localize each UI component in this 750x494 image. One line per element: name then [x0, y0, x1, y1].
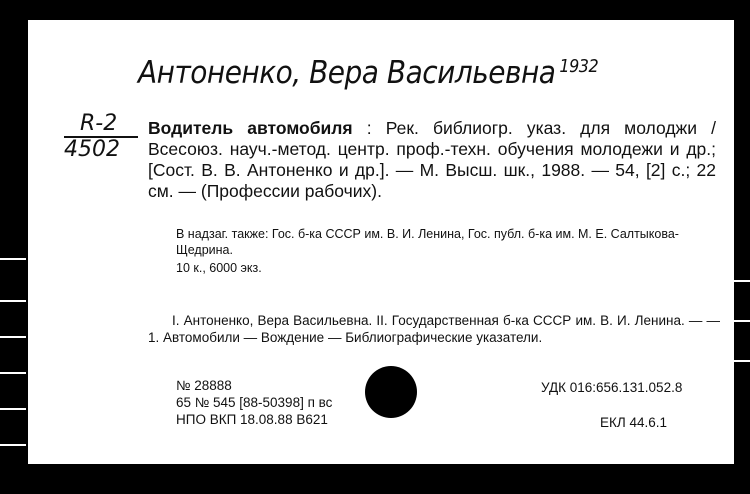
footer-line-3: НПО ВКП 18.08.88 В621: [176, 412, 328, 427]
edge-tick: [734, 320, 750, 322]
footer-line-2: 65 № 545 [88-50398] п вс: [176, 395, 333, 410]
edge-tick: [0, 300, 26, 302]
punch-hole: [365, 366, 417, 418]
catalog-card: [28, 20, 734, 464]
edge-tick: [0, 408, 26, 410]
edge-tick: [734, 280, 750, 282]
shelf-mark: [64, 112, 138, 162]
footer-line-1: № 28888: [176, 378, 232, 393]
edge-tick: [734, 360, 750, 362]
handwritten-author: Антоненко, Вера Васильевна: [138, 54, 556, 91]
edge-tick: [0, 372, 26, 374]
udk-code: УДК 016:656.131.052.8: [541, 380, 683, 395]
edge-tick: [0, 444, 26, 446]
note-header: В надзаг. также: Гос. б-ка СССР им. В. И. Ленина, Гос. публ. б-ка им. М. Е. Салтыкова-Щедрина.: [176, 227, 679, 257]
main-entry-body: : Рек. библиогр. указ. для молоджи / Всесоюз. науч.-метод. центр. проф.-техн. обучения молодежи и др.; [Сост. В. В. Антоненко и др.]. — М. Высш. шк., 1988. — 54, [2] с.; 22 см. — (Профессии рабочих).: [148, 118, 716, 201]
tracings: I. Антоненко, Вера Васильевна. II. Государственная б-ка СССР им. В. И. Ленина. — — 1. Автомобили — Вождение — Библиографические указатели.: [148, 313, 720, 345]
shelf-mark-bottom: 4502: [64, 137, 120, 162]
edge-tick: [0, 258, 26, 260]
main-entry-title: Водитель автомобиля: [148, 118, 353, 138]
handwritten-year: 1932: [559, 54, 599, 77]
note-print-run: 10 к., 6000 экз.: [176, 261, 262, 275]
ekl-code: ЕКЛ 44.6.1: [600, 415, 668, 430]
edge-tick: [0, 336, 26, 338]
handwritten-heading: [138, 54, 598, 91]
shelf-mark-top: R-2: [64, 112, 138, 138]
main-entry: [148, 118, 716, 202]
